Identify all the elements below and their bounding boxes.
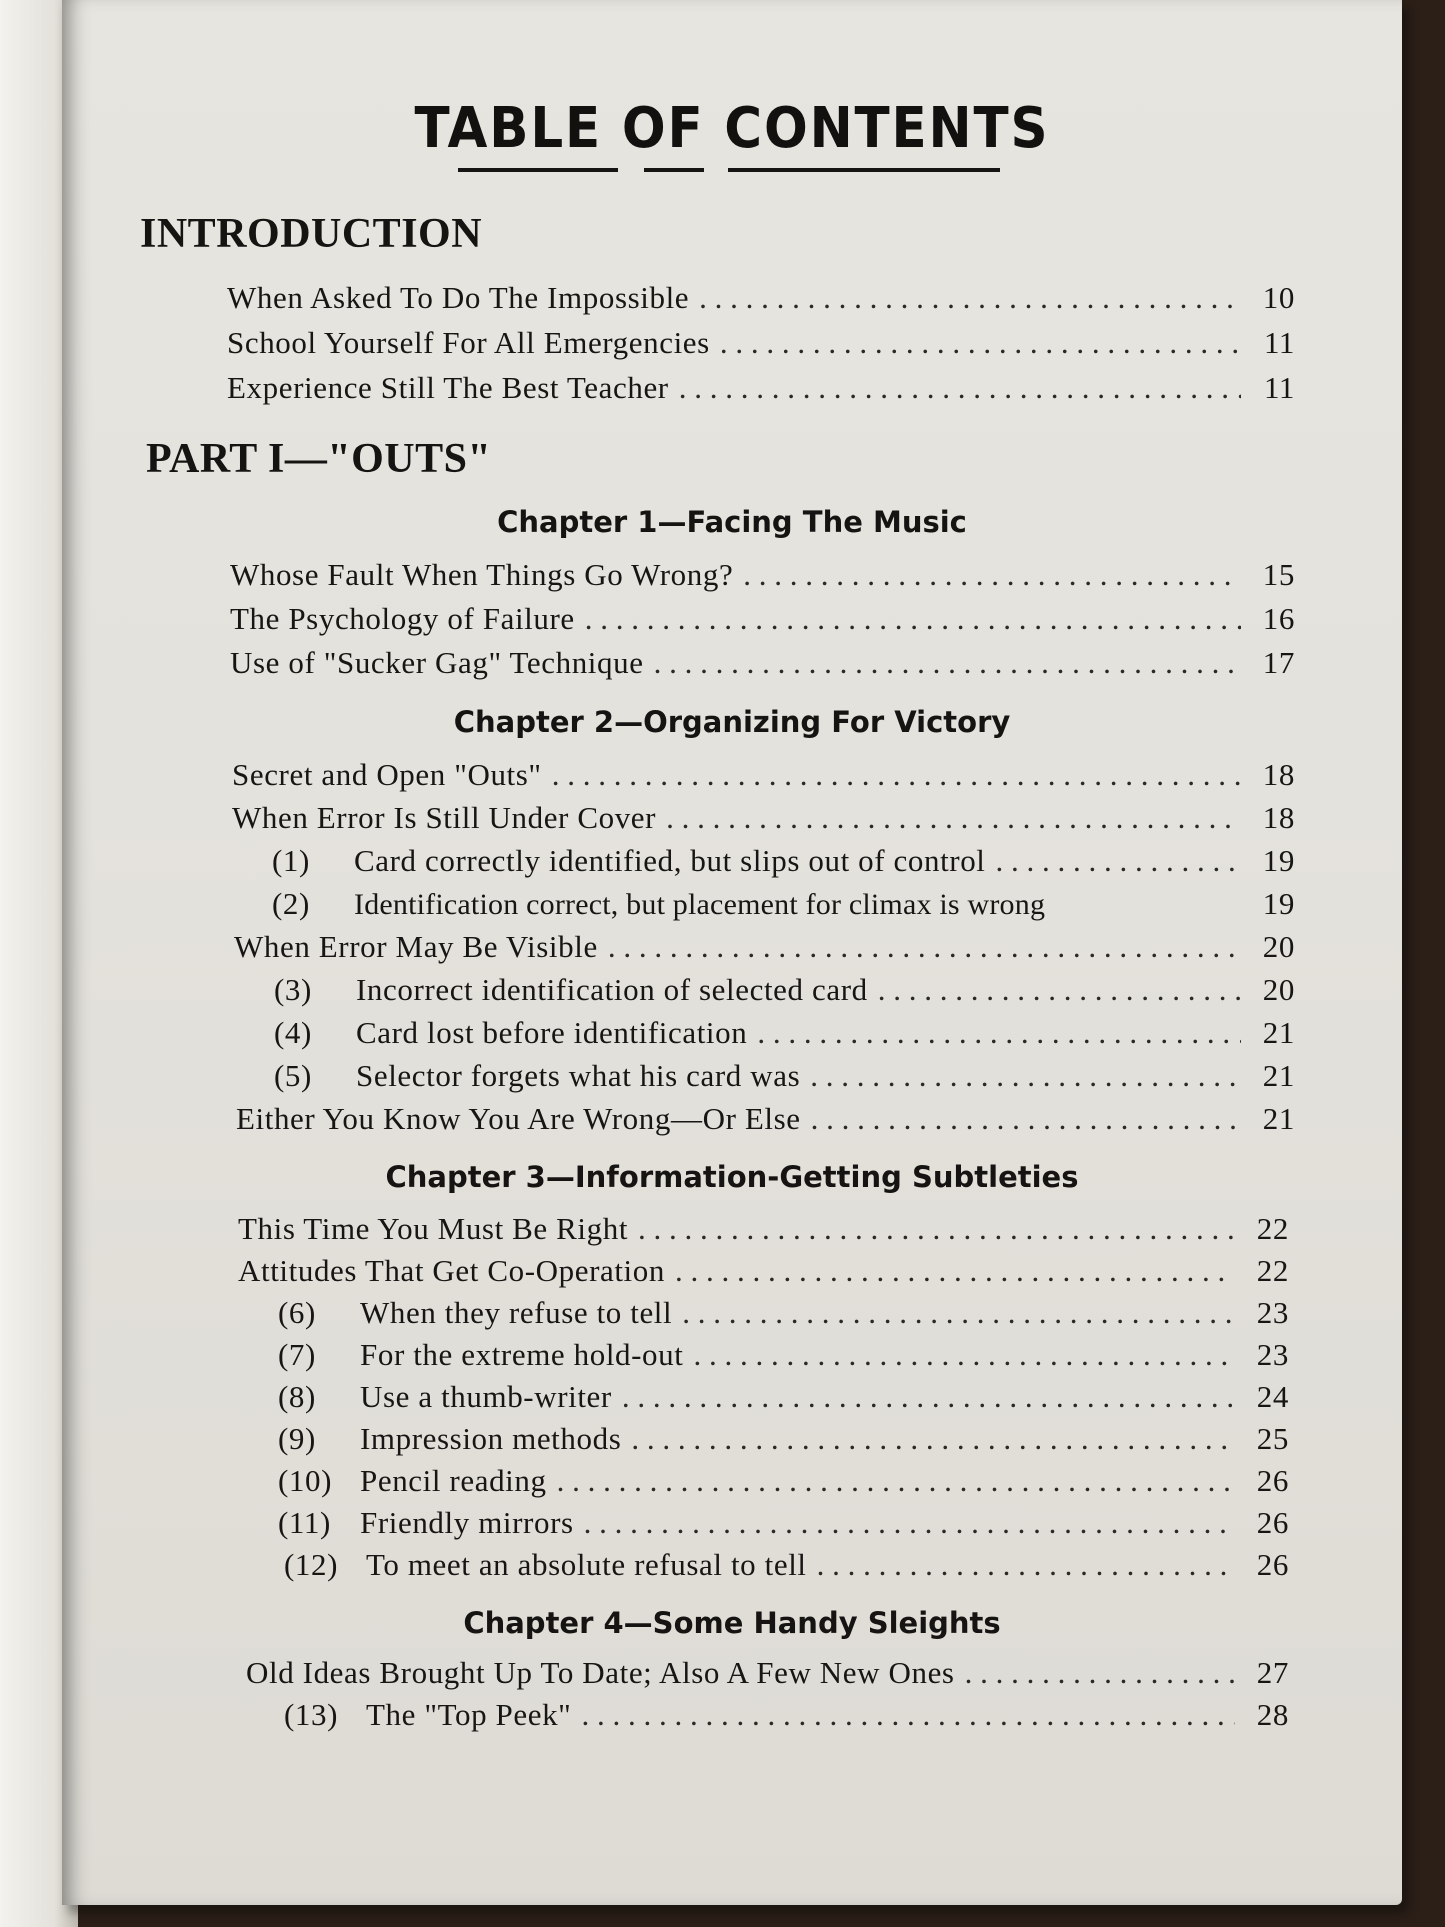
title-underline (458, 168, 618, 172)
entry-title: Card correctly identified, but slips out of control (354, 843, 986, 878)
page-number: 22 (1256, 1253, 1289, 1288)
item-number: (6) (278, 1295, 316, 1330)
entry-title: Experience Still The Best Teacher (227, 370, 669, 405)
dot-leader (811, 1101, 1241, 1137)
page-number: 26 (1256, 1505, 1289, 1540)
entry-title: Use a thumb-writer (360, 1379, 612, 1414)
title-underline (644, 168, 704, 172)
entry-title: The "Top Peek" (366, 1697, 572, 1732)
item-number: (7) (278, 1337, 316, 1372)
toc-entry[interactable] (234, 929, 1295, 965)
entry-title: Attitudes That Get Co-Operation (238, 1253, 665, 1288)
toc-entry[interactable] (230, 645, 1295, 681)
toc-entry[interactable] (274, 1015, 1295, 1051)
toc-entry[interactable] (227, 280, 1295, 316)
page-number: 15 (1262, 557, 1295, 592)
page-number: 20 (1262, 972, 1295, 1007)
toc-entry[interactable] (236, 1101, 1295, 1137)
page-number: 19 (1262, 843, 1295, 878)
page-number: 20 (1262, 929, 1295, 964)
dot-leader (817, 1547, 1235, 1583)
entry-title: For the extreme hold-out (360, 1337, 684, 1372)
dot-leader (682, 1295, 1235, 1331)
dot-leader (996, 843, 1241, 879)
dot-leader (699, 280, 1241, 316)
toc-entry[interactable] (232, 757, 1295, 793)
page-number: 17 (1262, 645, 1295, 680)
entry-title: Identification correct, but placement for climax is wrong (354, 888, 1046, 921)
page-number: 23 (1256, 1295, 1289, 1330)
toc-entry[interactable] (238, 1253, 1289, 1289)
entry-title: Old Ideas Brought Up To Date; Also A Few New Ones (246, 1655, 955, 1690)
entry-title: To meet an absolute refusal to tell (366, 1547, 807, 1582)
toc-entry[interactable] (227, 370, 1295, 406)
toc-entry[interactable] (274, 972, 1295, 1008)
page-number: 23 (1256, 1337, 1289, 1372)
item-number: (3) (274, 972, 312, 1007)
page-number: 27 (1256, 1655, 1289, 1690)
chapter-heading: Chapter 1—Facing The Music (497, 505, 967, 539)
dot-leader (878, 972, 1241, 1008)
dot-leader (757, 1015, 1241, 1051)
entry-title: When Asked To Do The Impossible (227, 280, 690, 315)
toc-entry[interactable] (230, 601, 1295, 637)
dot-leader (654, 645, 1241, 681)
dot-leader (666, 800, 1241, 836)
toc-entry[interactable] (278, 1337, 1289, 1373)
page-number: 26 (1256, 1547, 1289, 1582)
dot-leader (638, 1211, 1235, 1247)
page-number: 11 (1263, 370, 1295, 405)
item-number: (9) (278, 1421, 316, 1456)
entry-title: Secret and Open "Outs" (232, 757, 542, 792)
toc-entry[interactable] (246, 1655, 1289, 1691)
entry-title: Whose Fault When Things Go Wrong? (230, 557, 734, 592)
page-number: 28 (1256, 1697, 1289, 1732)
entry-title: When they refuse to tell (360, 1295, 673, 1330)
entry-title: Use of "Sucker Gag" Technique (230, 645, 644, 680)
entry-title: When Error Is Still Under Cover (232, 800, 657, 835)
dot-leader (965, 1655, 1235, 1691)
toc-entry[interactable] (278, 1505, 1289, 1541)
dot-leader (552, 757, 1241, 793)
toc-entry[interactable] (230, 557, 1295, 593)
dot-leader (585, 601, 1241, 637)
page-number: 19 (1262, 886, 1295, 921)
page-number: 18 (1262, 800, 1295, 835)
toc-entry[interactable] (278, 1379, 1289, 1415)
entry-title: Card lost before identification (356, 1015, 748, 1050)
toc-entry[interactable] (284, 1547, 1289, 1583)
page-number: 25 (1256, 1421, 1289, 1456)
entry-title: When Error May Be Visible (234, 929, 598, 964)
item-number: (5) (274, 1058, 312, 1093)
page-number: 11 (1263, 325, 1295, 360)
page-number: 21 (1262, 1101, 1295, 1136)
entry-title: Either You Know You Are Wrong—Or Else (236, 1101, 801, 1136)
dot-leader (581, 1697, 1235, 1733)
toc-entry[interactable] (272, 843, 1295, 879)
chapter-heading: Chapter 2—Organizing For Victory (453, 705, 1011, 739)
toc-entry[interactable] (278, 1463, 1289, 1499)
dot-leader (631, 1421, 1235, 1457)
dot-leader (557, 1463, 1235, 1499)
toc-entry[interactable] (278, 1295, 1289, 1331)
page-number: 26 (1256, 1463, 1289, 1498)
entry-title: Incorrect identification of selected card (356, 972, 868, 1007)
item-number: (4) (274, 1015, 312, 1050)
toc-entry[interactable] (284, 1697, 1289, 1733)
title-underline (728, 168, 1000, 172)
item-number: (10) (278, 1463, 333, 1498)
item-number: (11) (278, 1505, 331, 1540)
entry-title: Selector forgets what his card was (356, 1058, 801, 1093)
toc-entry[interactable] (272, 886, 1295, 922)
page-title: TABLE OF CONTENTS (414, 96, 1050, 161)
page-number: 21 (1262, 1015, 1295, 1050)
dot-leader (608, 929, 1241, 965)
item-number: (1) (272, 843, 310, 878)
page-number: 21 (1262, 1058, 1295, 1093)
dot-leader (584, 1505, 1235, 1541)
page-number: 10 (1262, 280, 1295, 315)
page-number: 22 (1256, 1211, 1289, 1246)
entry-title: The Psychology of Failure (230, 601, 575, 636)
chapter-heading: Chapter 4—Some Handy Sleights (463, 1606, 1001, 1640)
entry-title: School Yourself For All Emergencies (227, 325, 710, 360)
item-number: (13) (284, 1697, 339, 1732)
page-number: 16 (1262, 601, 1295, 636)
part-heading: PART I—"OUTS" (146, 436, 492, 482)
item-number: (12) (284, 1547, 339, 1582)
toc-entry[interactable] (274, 1058, 1295, 1094)
chapter-heading: Chapter 3—Information-Getting Subtleties (385, 1160, 1079, 1194)
item-number: (8) (278, 1379, 316, 1414)
toc-entry[interactable] (238, 1211, 1289, 1247)
item-number: (2) (272, 886, 310, 921)
toc-entry[interactable] (227, 325, 1295, 361)
dot-leader (622, 1379, 1235, 1415)
toc-entry[interactable] (278, 1421, 1289, 1457)
dot-leader (810, 1058, 1241, 1094)
toc-entry[interactable] (232, 800, 1295, 836)
entry-title: Friendly mirrors (360, 1505, 574, 1540)
dot-leader (743, 557, 1241, 593)
entry-title: Pencil reading (360, 1463, 547, 1498)
entry-title: Impression methods (360, 1421, 622, 1456)
introduction-heading: INTRODUCTION (140, 211, 483, 257)
page-number: 24 (1256, 1379, 1289, 1414)
book-page (62, 0, 1402, 1905)
page-number: 18 (1262, 757, 1295, 792)
dot-leader (720, 325, 1241, 361)
dot-leader (675, 1253, 1235, 1289)
entry-title: This Time You Must Be Right (238, 1211, 629, 1246)
dot-leader (693, 1337, 1235, 1373)
dot-leader (679, 370, 1241, 406)
